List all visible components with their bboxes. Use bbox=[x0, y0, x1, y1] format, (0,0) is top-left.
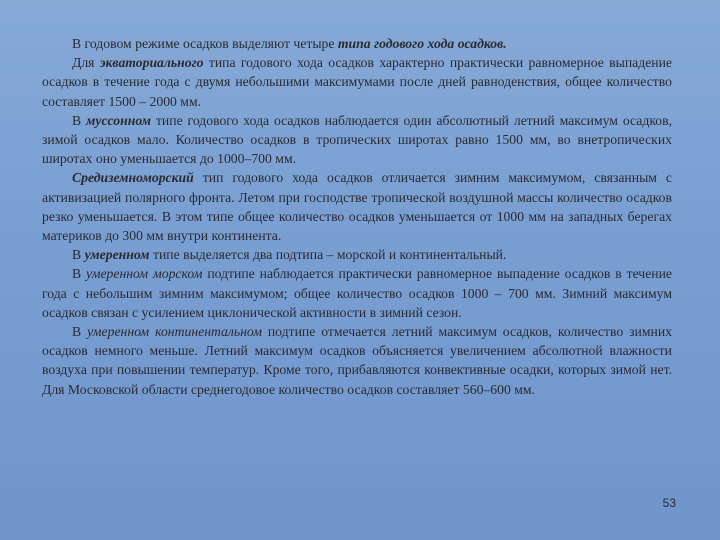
paragraph-intro bbox=[42, 34, 672, 53]
paragraph-text: типе годового хода осадков наблюдается один абсолютный летний максимум осадков, зимой осадков мало. Количество осадков в тропических широтах равно 1500 мм, во внетропических широтах оно уменьшается до 1000–700 мм. bbox=[42, 112, 672, 167]
paragraph-temperate-continental bbox=[42, 322, 672, 399]
paragraph-text: типа годового хода осадков характерно практически равномерное выпадение осадков в течение года с двумя небольшими максимумами после дней равноденствия, общее количество составляет 1500 – 2000 мм. bbox=[42, 55, 672, 109]
paragraph-text: В годовом режиме осадков выделяют четыре bbox=[72, 36, 338, 51]
paragraph-text: В bbox=[72, 324, 88, 340]
paragraph-text: подтипе наблюдается практически равномерное выпадение осадков в течение года с небольшим зимним максимумом; общее количество осадков 1000 – 700 мм. Зимний максимум осадков связан с усилением циклонической активности в зимний сезон. bbox=[42, 266, 672, 320]
paragraph-temperate-marine bbox=[42, 264, 672, 322]
emphasized-term: умеренном континентальном bbox=[87, 324, 262, 340]
emphasized-term: умеренном морском bbox=[86, 266, 203, 282]
emphasized-term: Средиземноморский bbox=[72, 170, 194, 186]
paragraph-monsoon bbox=[42, 111, 672, 169]
emphasized-term: типа годового хода осадков. bbox=[337, 36, 507, 51]
page-number: 53 bbox=[662, 496, 676, 510]
emphasized-term: экваториального bbox=[99, 55, 204, 71]
paragraph-text: типе выделяется два подтипа – морской и континентальный. bbox=[149, 247, 507, 263]
paragraph-text: В bbox=[72, 112, 87, 128]
emphasized-term: умеренном bbox=[84, 247, 150, 263]
emphasized-term: муссонном bbox=[86, 112, 152, 128]
paragraph-text: В bbox=[72, 247, 85, 263]
paragraph-text: подтипе отмечается летний максимум осадков, количество зимних осадков немного меньше. Летний максимум осадков объясняется увеличением абсолютной влажности воздуха при повышении температур. Кроме того, прибавляются конвективные осадки, которых зимой нет. Для Московской области среднегодовое количество осадков составляет 560–600 мм. bbox=[42, 324, 672, 397]
paragraph-equatorial bbox=[42, 53, 672, 111]
paragraph-mediterranean bbox=[42, 168, 672, 245]
paragraph-text: тип годового хода осадков отличается зимним максимумом, связанным с активизацией полярного фронта. Летом при господстве тропической воздушной массы количество осадков резко уменьшается. В этом типе общее количество осадков уменьшается от 1000 мм на западных берегах материков до 300 мм внутри континента. bbox=[42, 170, 672, 244]
paragraph-temperate bbox=[42, 245, 672, 264]
paragraph-text: В bbox=[72, 266, 87, 282]
slide-body bbox=[42, 34, 672, 399]
paragraph-text: Для bbox=[72, 55, 100, 71]
